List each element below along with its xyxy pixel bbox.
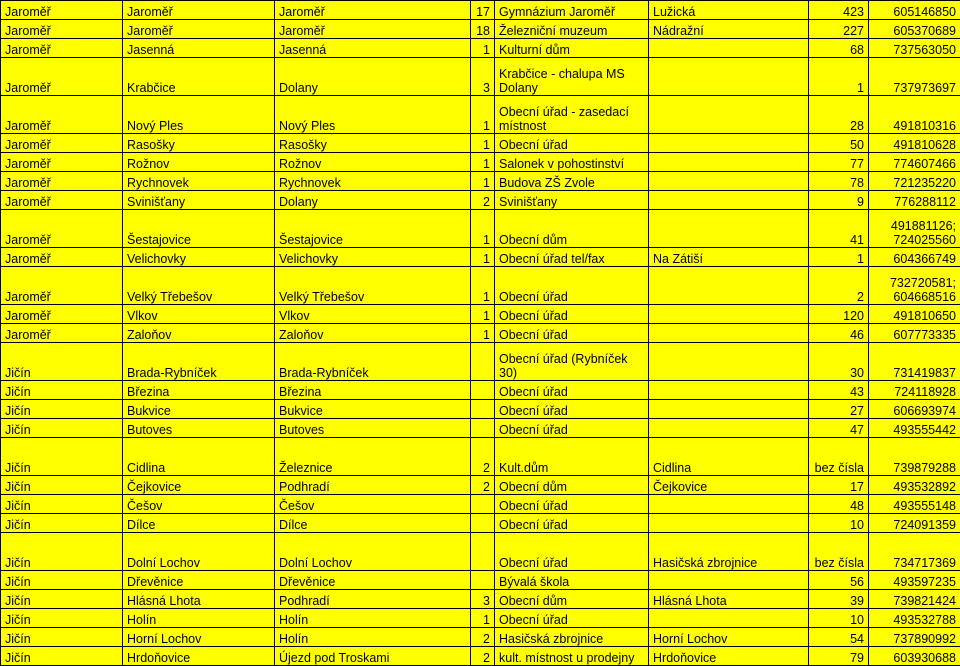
house-number-cell: bez čísla (809, 438, 869, 476)
settlement-cell: Újezd pod Troskami (275, 647, 471, 666)
house-number-cell: 79 (809, 647, 869, 666)
district-cell: Jičín (1, 514, 123, 533)
settlement-cell: Velichovky (275, 248, 471, 267)
venue-cell: Obecní úřad (495, 305, 649, 324)
table-row (1, 39, 960, 58)
settlement-cell: Dolany (275, 58, 471, 96)
settlement-cell: Rožnov (275, 153, 471, 172)
municipality-cell: Čejkovice (123, 476, 275, 495)
table-row (1, 134, 960, 153)
table-row (1, 533, 960, 571)
venue-cell: Kulturní dům (495, 39, 649, 58)
table-row (1, 495, 960, 514)
table-row (1, 191, 960, 210)
street-cell (649, 210, 809, 248)
settlement-cell: Holín (275, 609, 471, 628)
municipality-cell: Velichovky (123, 248, 275, 267)
phone-cell: 776288112 (869, 191, 960, 210)
house-number-cell: bez čísla (809, 533, 869, 571)
phone-cell: 491810650 (869, 305, 960, 324)
municipality-cell: Hrdoňovice (123, 647, 275, 666)
settlement-cell: Dolany (275, 191, 471, 210)
district-cell: Jaroměř (1, 324, 123, 343)
municipality-cell: Cidlina (123, 438, 275, 476)
municipality-cell: Březina (123, 381, 275, 400)
settlement-cell: Dolní Lochov (275, 533, 471, 571)
venue-cell: Obecní úřad (495, 609, 649, 628)
municipality-cell: Krabčice (123, 58, 275, 96)
municipality-cell: Jaroměř (123, 20, 275, 39)
ward-number-cell: 1 (471, 324, 495, 343)
settlement-cell: Vlkov (275, 305, 471, 324)
phone-cell: 603930688 (869, 647, 960, 666)
municipality-cell: Jaroměř (123, 1, 275, 20)
ward-number-cell: 18 (471, 20, 495, 39)
phone-cell: 739879288 (869, 438, 960, 476)
settlement-cell: Rasošky (275, 134, 471, 153)
district-cell: Jaroměř (1, 210, 123, 248)
house-number-cell: 227 (809, 20, 869, 39)
ward-number-cell: 1 (471, 609, 495, 628)
municipality-cell: Dolní Lochov (123, 533, 275, 571)
house-number-cell: 423 (809, 1, 869, 20)
table-row (1, 419, 960, 438)
house-number-cell: 41 (809, 210, 869, 248)
street-cell (649, 172, 809, 191)
district-cell: Jičín (1, 419, 123, 438)
venue-cell: Obecní dům (495, 210, 649, 248)
house-number-cell: 68 (809, 39, 869, 58)
venue-cell: Bývalá škola (495, 571, 649, 590)
district-cell: Jaroměř (1, 134, 123, 153)
district-cell: Jaroměř (1, 39, 123, 58)
district-cell: Jičín (1, 438, 123, 476)
street-cell (649, 609, 809, 628)
ward-number-cell: 2 (471, 628, 495, 647)
phone-cell: 493555442 (869, 419, 960, 438)
district-cell: Jičín (1, 400, 123, 419)
ward-number-cell (471, 514, 495, 533)
municipality-cell: Zaloňov (123, 324, 275, 343)
house-number-cell: 30 (809, 343, 869, 381)
settlement-cell: Velký Třebešov (275, 267, 471, 305)
street-cell (649, 343, 809, 381)
house-number-cell: 50 (809, 134, 869, 153)
ward-number-cell (471, 571, 495, 590)
street-cell (649, 58, 809, 96)
phone-cell: 491810628 (869, 134, 960, 153)
table-row (1, 590, 960, 609)
settlement-cell: Butoves (275, 419, 471, 438)
phone-cell: 493555148 (869, 495, 960, 514)
venue-cell: Obecní úřad (495, 400, 649, 419)
district-cell: Jaroměř (1, 305, 123, 324)
ward-number-cell: 1 (471, 96, 495, 134)
settlement-cell: Železnice (275, 438, 471, 476)
ward-number-cell: 2 (471, 438, 495, 476)
municipality-cell: Jasenná (123, 39, 275, 58)
district-cell: Jičín (1, 476, 123, 495)
district-cell: Jičín (1, 647, 123, 666)
venue-cell: Obecní úřad (495, 419, 649, 438)
house-number-cell: 56 (809, 571, 869, 590)
settlement-cell: Brada-Rybníček (275, 343, 471, 381)
phone-cell: 739821424 (869, 590, 960, 609)
ward-number-cell: 1 (471, 134, 495, 153)
district-cell: Jaroměř (1, 267, 123, 305)
venue-cell: Obecní dům (495, 590, 649, 609)
street-cell (649, 495, 809, 514)
settlement-cell: Jasenná (275, 39, 471, 58)
table-row (1, 305, 960, 324)
venue-cell: Salonek v pohostinství (495, 153, 649, 172)
district-cell: Jaroměř (1, 58, 123, 96)
house-number-cell: 39 (809, 590, 869, 609)
settlement-cell: Šestajovice (275, 210, 471, 248)
venue-cell: Svinišťany (495, 191, 649, 210)
municipality-cell: Rychnovek (123, 172, 275, 191)
table-row (1, 343, 960, 381)
street-cell (649, 381, 809, 400)
table-row (1, 153, 960, 172)
house-number-cell: 17 (809, 476, 869, 495)
house-number-cell: 10 (809, 514, 869, 533)
municipality-cell: Češov (123, 495, 275, 514)
settlement-cell: Podhradí (275, 590, 471, 609)
street-cell (649, 571, 809, 590)
table-row (1, 248, 960, 267)
venue-cell: Krabčice - chalupa MS Dolany (495, 58, 649, 96)
house-number-cell: 48 (809, 495, 869, 514)
table-row (1, 400, 960, 419)
street-cell (649, 514, 809, 533)
house-number-cell: 46 (809, 324, 869, 343)
street-cell (649, 324, 809, 343)
ward-number-cell (471, 495, 495, 514)
district-cell: Jaroměř (1, 96, 123, 134)
settlement-cell: Rychnovek (275, 172, 471, 191)
street-cell (649, 267, 809, 305)
house-number-cell: 10 (809, 609, 869, 628)
municipality-cell: Nový Ples (123, 96, 275, 134)
settlement-cell: Jaroměř (275, 20, 471, 39)
district-cell: Jaroměř (1, 172, 123, 191)
district-cell: Jičín (1, 343, 123, 381)
street-cell (649, 39, 809, 58)
table-row (1, 172, 960, 191)
table-row (1, 96, 960, 134)
phone-cell: 493597235 (869, 571, 960, 590)
venue-cell: Obecní úřad - zasedací místnost (495, 96, 649, 134)
venue-cell: Obecní úřad (Rybníček 30) (495, 343, 649, 381)
venue-cell: Budova ZŠ Zvole (495, 172, 649, 191)
phone-cell: 724118928 (869, 381, 960, 400)
municipality-cell: Velký Třebešov (123, 267, 275, 305)
municipality-cell: Bukvice (123, 400, 275, 419)
house-number-cell: 120 (809, 305, 869, 324)
phone-cell: 774607466 (869, 153, 960, 172)
phone-cell: 734717369 (869, 533, 960, 571)
street-cell: Cidlina (649, 438, 809, 476)
venue-cell: Obecní dům (495, 476, 649, 495)
district-cell: Jaroměř (1, 20, 123, 39)
phone-cell: 737563050 (869, 39, 960, 58)
ward-number-cell: 1 (471, 267, 495, 305)
phone-cell: 605370689 (869, 20, 960, 39)
ward-number-cell (471, 533, 495, 571)
municipality-cell: Hlásná Lhota (123, 590, 275, 609)
street-cell (649, 419, 809, 438)
house-number-cell: 77 (809, 153, 869, 172)
house-number-cell: 2 (809, 267, 869, 305)
table-row (1, 609, 960, 628)
venue-cell: Gymnázium Jaroměř (495, 1, 649, 20)
municipality-cell: Butoves (123, 419, 275, 438)
table-row (1, 1, 960, 20)
street-cell: Hasičská zbrojnice (649, 533, 809, 571)
settlement-cell: Dřevěnice (275, 571, 471, 590)
ward-number-cell: 1 (471, 172, 495, 191)
settlement-cell: Dílce (275, 514, 471, 533)
settlement-cell: Jaroměř (275, 1, 471, 20)
street-cell (649, 153, 809, 172)
ward-number-cell (471, 400, 495, 419)
street-cell: Nádražní (649, 20, 809, 39)
ward-number-cell: 17 (471, 1, 495, 20)
district-cell: Jičín (1, 628, 123, 647)
table-row (1, 210, 960, 248)
street-cell (649, 134, 809, 153)
settlement-cell: Nový Ples (275, 96, 471, 134)
venue-cell: Obecní úřad (495, 533, 649, 571)
house-number-cell: 28 (809, 96, 869, 134)
house-number-cell: 9 (809, 191, 869, 210)
municipality-cell: Horní Lochov (123, 628, 275, 647)
venue-cell: Obecní úřad (495, 381, 649, 400)
street-cell: Na Zátiší (649, 248, 809, 267)
district-cell: Jaroměř (1, 248, 123, 267)
table-row (1, 267, 960, 305)
phone-cell: 737973697 (869, 58, 960, 96)
ward-number-cell: 1 (471, 153, 495, 172)
municipality-cell: Rožnov (123, 153, 275, 172)
table-row (1, 514, 960, 533)
municipality-cell: Dílce (123, 514, 275, 533)
district-cell: Jičín (1, 590, 123, 609)
street-cell (649, 96, 809, 134)
ward-number-cell: 1 (471, 210, 495, 248)
street-cell: Hlásná Lhota (649, 590, 809, 609)
settlement-cell: Bukvice (275, 400, 471, 419)
ward-number-cell: 1 (471, 305, 495, 324)
ward-number-cell: 3 (471, 58, 495, 96)
municipality-cell: Holín (123, 609, 275, 628)
venue-cell: Železniční muzeum (495, 20, 649, 39)
table-row (1, 20, 960, 39)
table-row (1, 381, 960, 400)
table-row (1, 58, 960, 96)
municipality-cell: Brada-Rybníček (123, 343, 275, 381)
street-cell: Hrdoňovice (649, 647, 809, 666)
ward-number-cell (471, 381, 495, 400)
district-cell: Jičín (1, 571, 123, 590)
district-cell: Jičín (1, 533, 123, 571)
municipality-cell: Vlkov (123, 305, 275, 324)
venue-cell: Obecní úřad tel/fax (495, 248, 649, 267)
settlement-cell: Zaloňov (275, 324, 471, 343)
settlement-cell: Březina (275, 381, 471, 400)
street-cell (649, 305, 809, 324)
district-cell: Jaroměř (1, 1, 123, 20)
district-cell: Jičín (1, 381, 123, 400)
venue-cell: Obecní úřad (495, 514, 649, 533)
house-number-cell: 54 (809, 628, 869, 647)
municipality-cell: Rasošky (123, 134, 275, 153)
house-number-cell: 47 (809, 419, 869, 438)
ward-number-cell: 1 (471, 39, 495, 58)
phone-cell: 732720581; 604668516 (869, 267, 960, 305)
phone-cell: 605146850 (869, 1, 960, 20)
district-cell: Jaroměř (1, 191, 123, 210)
venue-cell: Obecní úřad (495, 267, 649, 305)
table-row (1, 476, 960, 495)
municipality-cell: Šestajovice (123, 210, 275, 248)
street-cell: Lužická (649, 1, 809, 20)
street-cell: Čejkovice (649, 476, 809, 495)
ward-number-cell (471, 343, 495, 381)
street-cell (649, 191, 809, 210)
venue-cell: Obecní úřad (495, 134, 649, 153)
municipality-cell: Svinišťany (123, 191, 275, 210)
ward-number-cell: 2 (471, 476, 495, 495)
ward-number-cell (471, 419, 495, 438)
house-number-cell: 78 (809, 172, 869, 191)
phone-cell: 606693974 (869, 400, 960, 419)
ward-number-cell: 1 (471, 248, 495, 267)
venue-cell: kult. místnost u prodejny (495, 647, 649, 666)
phone-cell: 724091359 (869, 514, 960, 533)
phone-cell: 604366749 (869, 248, 960, 267)
house-number-cell: 1 (809, 58, 869, 96)
settlement-cell: Holín (275, 628, 471, 647)
phone-cell: 491810316 (869, 96, 960, 134)
municipality-cell: Dřevěnice (123, 571, 275, 590)
ward-number-cell: 2 (471, 647, 495, 666)
street-cell: Horní Lochov (649, 628, 809, 647)
table-row (1, 647, 960, 666)
phone-cell: 607773335 (869, 324, 960, 343)
table-row (1, 438, 960, 476)
ward-number-cell: 2 (471, 191, 495, 210)
district-cell: Jaroměř (1, 153, 123, 172)
house-number-cell: 43 (809, 381, 869, 400)
phone-cell: 737890992 (869, 628, 960, 647)
ward-number-cell: 3 (471, 590, 495, 609)
phone-cell: 491881126; 724025560 (869, 210, 960, 248)
settlement-cell: Češov (275, 495, 471, 514)
house-number-cell: 27 (809, 400, 869, 419)
table-row (1, 324, 960, 343)
district-cell: Jičín (1, 495, 123, 514)
phone-cell: 731419837 (869, 343, 960, 381)
venue-cell: Obecní úřad (495, 495, 649, 514)
venue-cell: Kult.dům (495, 438, 649, 476)
table-body (1, 1, 960, 666)
phone-cell: 493532788 (869, 609, 960, 628)
venue-cell: Hasičská zbrojnice (495, 628, 649, 647)
table-row (1, 571, 960, 590)
phone-cell: 721235220 (869, 172, 960, 191)
house-number-cell: 1 (809, 248, 869, 267)
street-cell (649, 400, 809, 419)
settlement-cell: Podhradí (275, 476, 471, 495)
venue-cell: Obecní úřad (495, 324, 649, 343)
phone-cell: 493532892 (869, 476, 960, 495)
district-cell: Jičín (1, 609, 123, 628)
